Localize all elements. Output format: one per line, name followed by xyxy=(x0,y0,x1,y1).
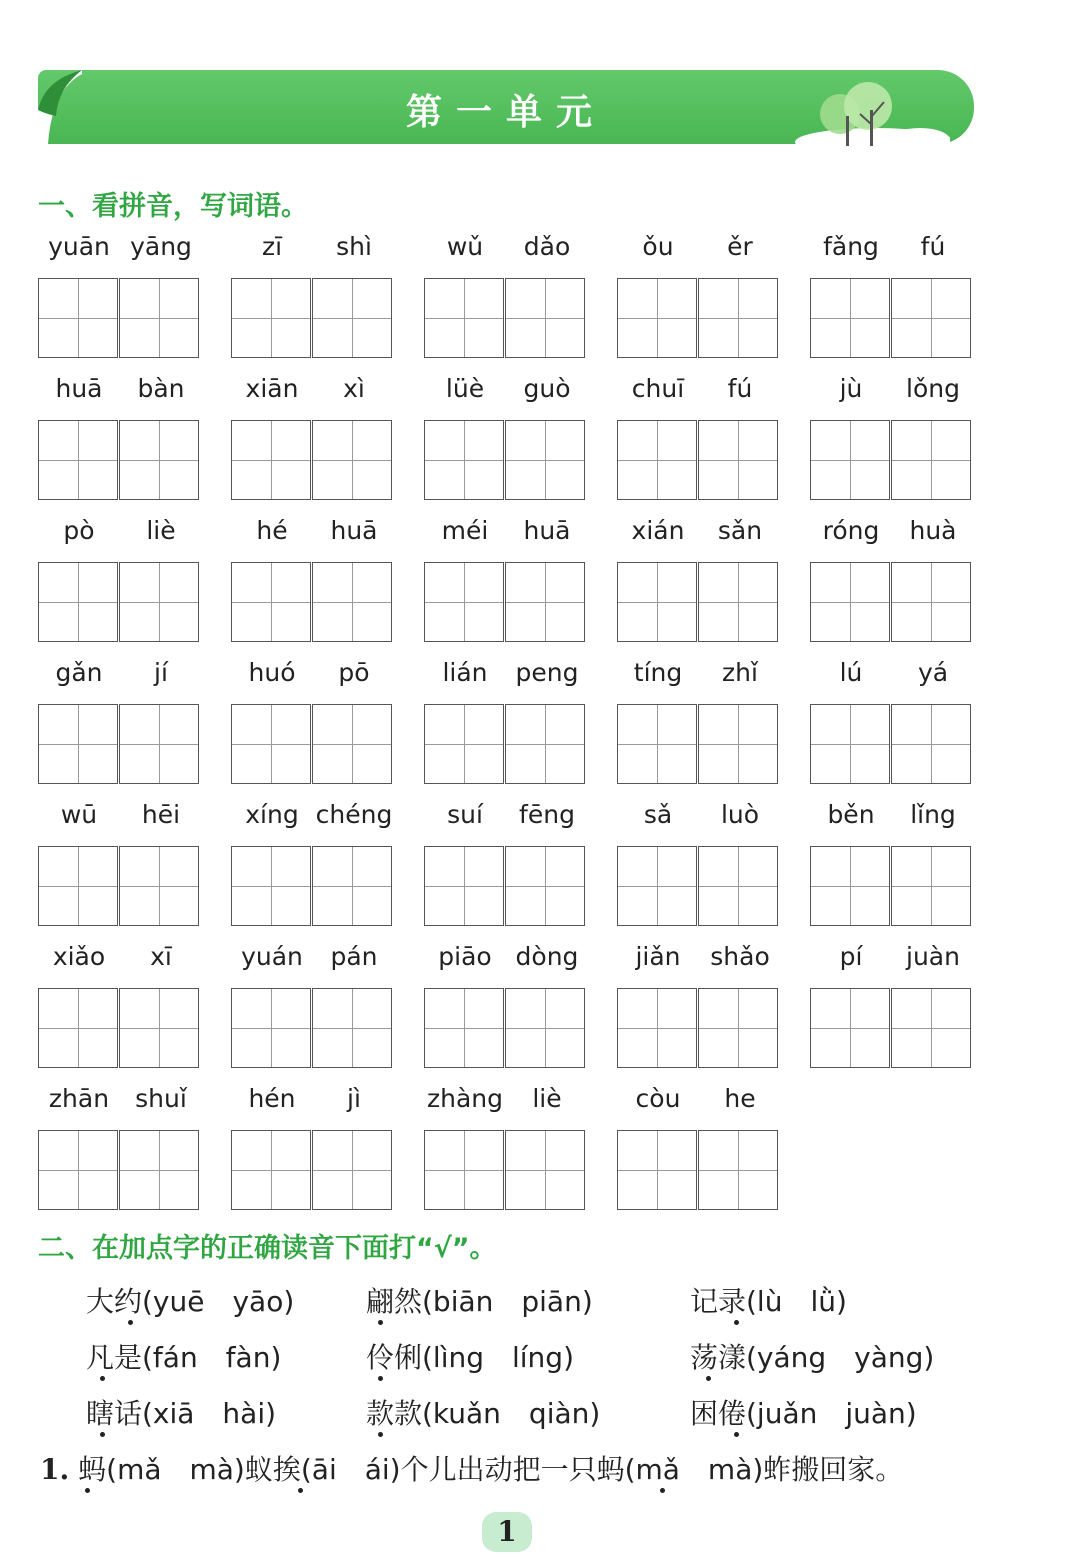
writing-box[interactable] xyxy=(891,278,971,358)
word-cell xyxy=(810,658,974,788)
pinyin-label: lǒng xyxy=(906,374,960,403)
word-cell xyxy=(424,1084,588,1214)
writing-box[interactable] xyxy=(617,1130,697,1210)
pinyin-label: tíng xyxy=(633,658,683,687)
writing-box[interactable] xyxy=(38,988,118,1068)
writing-box[interactable] xyxy=(810,420,890,500)
writing-box[interactable] xyxy=(891,420,971,500)
sentence-text: 蚂(mǎ mà)蚁挨(āi ái)个儿出动把一只蚂(mǎ mà)蚱搬回家。 xyxy=(78,1453,904,1486)
question-number: 1. xyxy=(40,1453,70,1486)
pinyin-label: guò xyxy=(523,374,571,403)
pinyin-label: sǎn xyxy=(717,516,763,545)
writing-box[interactable] xyxy=(119,562,199,642)
writing-box[interactable] xyxy=(617,846,697,926)
pinyin-label: juàn xyxy=(906,942,960,971)
pinyin-label: jì xyxy=(347,1084,361,1113)
word-cell xyxy=(424,942,588,1072)
pinyin-label: lú xyxy=(839,658,863,687)
word-cell xyxy=(38,658,202,788)
question-item: 瞎话(xiā hài) xyxy=(86,1397,277,1430)
pinyin-label: bàn xyxy=(137,374,185,403)
pinyin-label: gǎn xyxy=(55,658,103,687)
word-cell xyxy=(617,232,781,362)
writing-box[interactable] xyxy=(810,278,890,358)
writing-box[interactable] xyxy=(312,1130,392,1210)
writing-box[interactable] xyxy=(119,988,199,1068)
pinyin-label: chéng xyxy=(315,800,393,829)
question-item: 翩然(biān piān) xyxy=(366,1285,593,1318)
pinyin-label: jí xyxy=(154,658,168,687)
pinyin-label: huā xyxy=(330,516,378,545)
page-number xyxy=(482,1510,532,1554)
writing-box[interactable] xyxy=(119,846,199,926)
writing-box[interactable] xyxy=(617,704,697,784)
pinyin-label: jiǎn xyxy=(635,942,681,971)
writing-box[interactable] xyxy=(617,420,697,500)
emphasis-dot xyxy=(100,1432,105,1437)
pinyin-label: lǐng xyxy=(910,800,956,829)
writing-box[interactable] xyxy=(505,704,585,784)
pinyin-label: chuī xyxy=(631,374,685,403)
pinyin-label: xián xyxy=(631,516,685,545)
question-item: 困倦(juǎn juàn) xyxy=(690,1397,917,1430)
pinyin-label: shuǐ xyxy=(135,1084,187,1113)
question-item: 凡是(fán fàn) xyxy=(86,1341,282,1374)
word-cell xyxy=(231,374,395,504)
word-cell xyxy=(231,658,395,788)
word-cell xyxy=(424,232,588,362)
pinyin-label: ěr xyxy=(727,232,753,261)
writing-box[interactable] xyxy=(617,988,697,1068)
pinyin-label: sǎ xyxy=(643,800,673,829)
writing-box[interactable] xyxy=(505,420,585,500)
pinyin-label: hé xyxy=(256,516,288,545)
pinyin-label: pō xyxy=(338,658,370,687)
writing-box[interactable] xyxy=(891,988,971,1068)
section2-title: 二、在加点字的正确读音下面打“√”。 xyxy=(38,1233,497,1264)
word-cell xyxy=(231,800,395,930)
emphasis-dot xyxy=(378,1432,383,1437)
pinyin-label: yuán xyxy=(241,942,303,971)
emphasis-dot xyxy=(734,1432,739,1437)
word-cell xyxy=(231,232,395,362)
pinyin-label: huà xyxy=(909,516,957,545)
writing-box[interactable] xyxy=(810,988,890,1068)
pinyin-label: fú xyxy=(920,232,946,261)
emphasis-dot xyxy=(706,1376,711,1381)
pinyin-label: xī xyxy=(150,942,172,971)
pinyin-label: jù xyxy=(839,374,863,403)
writing-box[interactable] xyxy=(119,704,199,784)
pinyin-label: hén xyxy=(248,1084,296,1113)
writing-box[interactable] xyxy=(231,562,311,642)
writing-box[interactable] xyxy=(38,278,118,358)
pinyin-label: dǎo xyxy=(523,232,571,261)
pinyin-label: róng xyxy=(822,516,880,545)
writing-box[interactable] xyxy=(891,562,971,642)
writing-box[interactable] xyxy=(38,846,118,926)
word-cell xyxy=(38,516,202,646)
pinyin-label: luò xyxy=(720,800,760,829)
page-number-text: 1 xyxy=(497,1515,517,1548)
pinyin-label: zhàng xyxy=(426,1084,503,1113)
writing-box[interactable] xyxy=(119,278,199,358)
word-cell xyxy=(424,800,588,930)
writing-box[interactable] xyxy=(810,846,890,926)
writing-box[interactable] xyxy=(505,1130,585,1210)
word-cell xyxy=(810,942,974,1072)
pinyin-label: xíng xyxy=(245,800,299,829)
writing-box[interactable] xyxy=(231,278,311,358)
pinyin-label: pán xyxy=(330,942,378,971)
writing-box[interactable] xyxy=(698,988,778,1068)
pinyin-label: peng xyxy=(515,658,579,687)
word-cell xyxy=(810,516,974,646)
word-cell xyxy=(617,516,781,646)
pinyin-label: lián xyxy=(442,658,488,687)
writing-box[interactable] xyxy=(312,278,392,358)
question-item: 伶俐(lìng líng) xyxy=(366,1341,575,1374)
word-cell xyxy=(810,232,974,362)
word-cell xyxy=(424,516,588,646)
pinyin-label: méi xyxy=(441,516,489,545)
pinyin-label: pò xyxy=(63,516,95,545)
pinyin-label: yuān xyxy=(48,232,110,261)
pinyin-label: lüè xyxy=(445,374,485,403)
pinyin-label: he xyxy=(724,1084,756,1113)
word-cell xyxy=(617,1084,781,1214)
writing-box[interactable] xyxy=(38,704,118,784)
word-cell xyxy=(38,1084,202,1214)
tree-cloud-icon xyxy=(780,80,950,150)
writing-box[interactable] xyxy=(810,562,890,642)
writing-box[interactable] xyxy=(505,846,585,926)
writing-box[interactable] xyxy=(312,420,392,500)
writing-box[interactable] xyxy=(698,704,778,784)
pinyin-label: xiǎo xyxy=(52,942,106,971)
emphasis-dot xyxy=(734,1320,739,1325)
word-cell xyxy=(810,374,974,504)
writing-box[interactable] xyxy=(424,704,504,784)
word-cell xyxy=(231,1084,395,1214)
writing-box[interactable] xyxy=(312,562,392,642)
writing-box[interactable] xyxy=(119,1130,199,1210)
writing-box[interactable] xyxy=(891,846,971,926)
word-cell xyxy=(38,800,202,930)
writing-box[interactable] xyxy=(424,420,504,500)
pinyin-label: pí xyxy=(839,942,863,971)
writing-box[interactable] xyxy=(698,420,778,500)
pinyin-label: còu xyxy=(635,1084,681,1113)
pinyin-label: yá xyxy=(917,658,949,687)
writing-box[interactable] xyxy=(38,1130,118,1210)
writing-box[interactable] xyxy=(424,988,504,1068)
writing-box[interactable] xyxy=(698,1130,778,1210)
writing-box[interactable] xyxy=(424,846,504,926)
pinyin-label: ǒu xyxy=(642,232,674,261)
writing-box[interactable] xyxy=(505,988,585,1068)
pinyin-label: suí xyxy=(447,800,483,829)
pinyin-label: liè xyxy=(532,1084,562,1113)
pinyin-label: huā xyxy=(55,374,103,403)
writing-box[interactable] xyxy=(424,278,504,358)
writing-box[interactable] xyxy=(38,420,118,500)
emphasis-dot xyxy=(378,1376,383,1381)
writing-box[interactable] xyxy=(424,562,504,642)
emphasis-dot xyxy=(660,1488,665,1493)
pinyin-label: piāo xyxy=(438,942,492,971)
question-item: 款款(kuǎn qiàn) xyxy=(366,1397,601,1430)
word-cell xyxy=(617,374,781,504)
word-cell xyxy=(617,942,781,1072)
word-cell xyxy=(424,374,588,504)
word-cell xyxy=(231,516,395,646)
writing-box[interactable] xyxy=(810,704,890,784)
pinyin-label: shì xyxy=(336,232,372,261)
pinyin-label: shǎo xyxy=(710,942,770,971)
page-curl-icon xyxy=(38,70,82,144)
emphasis-dot xyxy=(100,1376,105,1381)
word-cell xyxy=(617,800,781,930)
writing-box[interactable] xyxy=(312,988,392,1068)
pinyin-label: běn xyxy=(827,800,875,829)
word-cell xyxy=(617,658,781,788)
sentence-question xyxy=(40,1448,903,1488)
word-cell xyxy=(424,658,588,788)
writing-box[interactable] xyxy=(231,988,311,1068)
pinyin-label: dòng xyxy=(515,942,579,971)
writing-box[interactable] xyxy=(231,420,311,500)
pinyin-label: fēng xyxy=(519,800,575,829)
pinyin-label: zhǐ xyxy=(722,658,758,687)
pinyin-label: huā xyxy=(523,516,571,545)
unit-title: 第一单元 xyxy=(405,91,606,133)
writing-box[interactable] xyxy=(424,1130,504,1210)
emphasis-dot xyxy=(128,1320,133,1325)
pinyin-label: hēi xyxy=(141,800,181,829)
question-item: 荡漾(yáng yàng) xyxy=(690,1341,935,1374)
writing-box[interactable] xyxy=(698,562,778,642)
pinyin-label: huó xyxy=(248,658,296,687)
word-cell xyxy=(38,942,202,1072)
pinyin-label: wǔ xyxy=(446,232,484,261)
word-cell xyxy=(231,942,395,1072)
pinyin-label: zī xyxy=(261,232,283,261)
pinyin-label: xì xyxy=(343,374,365,403)
pinyin-label: liè xyxy=(146,516,176,545)
emphasis-dot xyxy=(85,1488,90,1493)
question-item: 大约(yuē yāo) xyxy=(86,1285,295,1318)
emphasis-dot xyxy=(298,1488,303,1493)
pinyin-label: fǎng xyxy=(823,232,879,261)
emphasis-dot xyxy=(378,1320,383,1325)
writing-box[interactable] xyxy=(698,846,778,926)
writing-box[interactable] xyxy=(505,278,585,358)
writing-box[interactable] xyxy=(891,704,971,784)
pinyin-label: wū xyxy=(60,800,98,829)
question-item: 记录(lù lǜ) xyxy=(690,1285,847,1318)
pinyin-label: fú xyxy=(727,374,753,403)
writing-box[interactable] xyxy=(698,278,778,358)
section1-title: 一、看拼音，写词语。 xyxy=(38,191,308,222)
writing-box[interactable] xyxy=(38,562,118,642)
writing-box[interactable] xyxy=(231,704,311,784)
pinyin-label: zhān xyxy=(48,1084,110,1113)
writing-box[interactable] xyxy=(617,562,697,642)
writing-box[interactable] xyxy=(231,846,311,926)
writing-box[interactable] xyxy=(505,562,585,642)
word-cell xyxy=(38,374,202,504)
writing-box[interactable] xyxy=(312,846,392,926)
writing-box[interactable] xyxy=(617,278,697,358)
pinyin-label: xiān xyxy=(245,374,299,403)
pinyin-label: yāng xyxy=(130,232,192,261)
writing-box[interactable] xyxy=(231,1130,311,1210)
word-cell xyxy=(38,232,202,362)
word-cell xyxy=(810,800,974,930)
writing-box[interactable] xyxy=(312,704,392,784)
writing-box[interactable] xyxy=(119,420,199,500)
